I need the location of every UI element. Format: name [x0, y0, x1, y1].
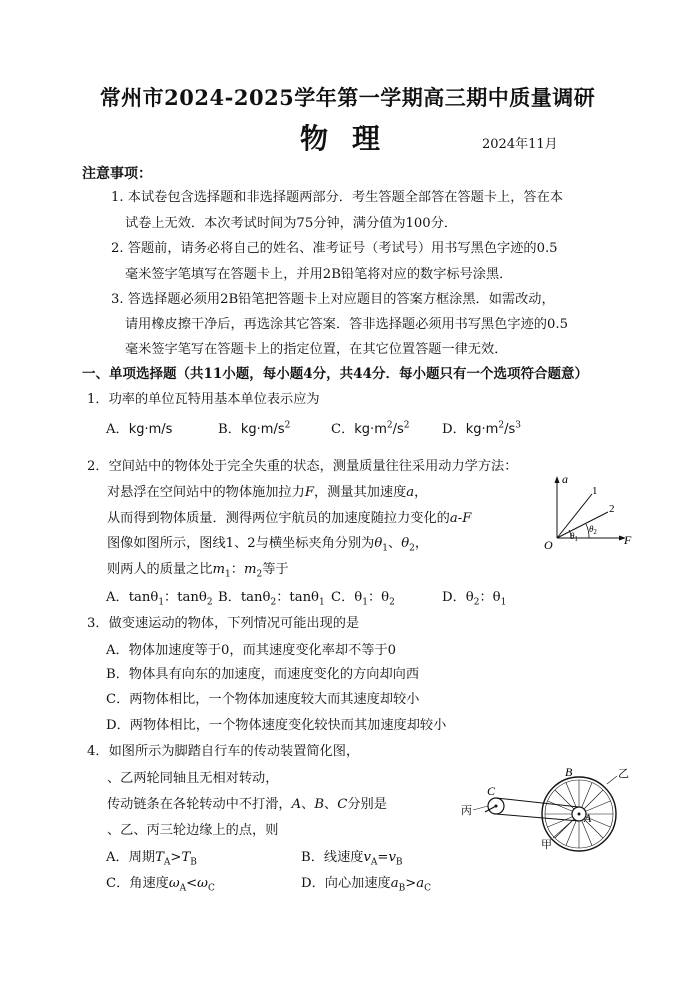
q1-option-c	[331, 418, 409, 437]
q4-c-s1: A	[179, 883, 187, 894]
q2-option-d	[442, 586, 506, 608]
q2-line-3	[107, 532, 428, 554]
q2-d-s2: 1	[500, 597, 507, 608]
q1-c-label: C．	[331, 422, 355, 437]
q4-transmission-figure	[455, 762, 630, 857]
q3-option-d: D．两物体相比，一个物体速度变化较快而其加速度却较小	[106, 718, 447, 733]
q4-a-s2: B	[190, 857, 197, 868]
q2-option-a	[106, 586, 213, 608]
q1-a-expr: kg·m/s	[128, 422, 173, 437]
q2-a-text: A．tanθ	[106, 590, 159, 605]
q4-b-s1: A	[370, 857, 378, 868]
q4-option-b	[301, 846, 403, 868]
q4-d-s1: B	[398, 883, 406, 894]
q2-graph-figure	[540, 472, 640, 552]
q2-line3-a: 图像如图所示，图线1、2与横坐标夹角分别为	[107, 536, 375, 551]
q4-chain-top	[496, 798, 579, 807]
q4-option-c	[106, 872, 215, 894]
q3-option-b: B．物体具有向东的加速度，而速度变化的方向却向西	[106, 667, 420, 682]
notice-line-6: 请用橡皮擦干净后，再选涂其它答案．答非选择题必须用书写黑色字迹的0.5	[125, 317, 568, 332]
q4-c-op: <	[186, 876, 198, 891]
notice-line-2: 试卷上无效．本次考试时间为75分钟，满分值为100分．	[125, 216, 458, 231]
q2-line-2	[107, 507, 471, 526]
q4-b-op: =	[377, 850, 389, 865]
q2-line1-a: 对悬浮在空间站中的物体施加拉力	[107, 485, 305, 500]
q4-line-2	[107, 793, 387, 812]
q4-a-text: A．周期	[106, 850, 156, 865]
q4-d-op: >	[405, 876, 417, 891]
q4-b-v2: v	[388, 850, 396, 865]
q2-a-s1: 1	[158, 597, 165, 608]
q1-option-d	[442, 418, 521, 437]
q4-point-A: A	[291, 797, 302, 812]
q4-point-C: C	[337, 797, 348, 812]
q2-line1-b: ，测量其加速度	[313, 485, 407, 500]
q2-b-s1: 2	[270, 597, 277, 608]
q2-m1-sub: 1	[225, 569, 231, 580]
q4-a-T2: T	[181, 850, 191, 865]
q4-fig-label-A: A	[584, 811, 592, 825]
q4-sep-2: 、	[324, 797, 338, 812]
q2-line1-c: ，	[414, 485, 428, 500]
q4-c-w: ω	[168, 876, 180, 891]
q4-fig-label-B: B	[565, 765, 573, 779]
q2-line-1	[107, 481, 427, 500]
q3-option-a: A．物体加速度等于0，而其速度变化率却不等于0	[106, 643, 397, 658]
q4-leader-yi	[607, 776, 617, 784]
q2-option-b	[218, 586, 325, 608]
q1-b-expr: kg·m/s	[240, 422, 285, 437]
q2-line2-a: 从而得到物体质量．测得两位宇航员的加速度随拉力变化的	[107, 511, 450, 526]
q2-line4-a: 则两人的质量之比	[107, 562, 213, 577]
q2-label-theta2: $\theta_2$	[589, 524, 597, 536]
q4-fig-label-bing: 丙	[461, 805, 472, 817]
section-heading: 一、单项选择题（共11小题，每小题4分，共44分．每小题只有一个选项符合题意）	[82, 366, 588, 382]
q4-a-s1: A	[163, 857, 171, 868]
q4-d-a2: a	[416, 876, 425, 891]
q2-label-F: F	[624, 533, 632, 547]
q4-a-op: >	[170, 850, 182, 865]
q3-option-c: C．两物体相比，一个物体加速度较大而其速度却较小	[106, 692, 420, 707]
q4-chain-bottom	[496, 814, 579, 821]
q1-d-label: D．	[442, 422, 466, 437]
q2-stem: 2．空间站中的物体处于完全失重的状态，测量质量往往采用动力学方法：	[87, 459, 518, 474]
q2-a-mid: ：tanθ	[164, 590, 207, 605]
q2-var-F: F	[304, 485, 314, 500]
q2-b-text: B．tanθ	[218, 590, 271, 605]
q4-leader-bing	[473, 806, 488, 810]
exam-title: 常州市2024-2025学年第一学期高三期中质量调研	[99, 85, 596, 110]
notice-line-1: 1. 本试卷包含选择题和非选择题两部分．考生答题全部答在答题卡上，答在本	[111, 190, 563, 205]
q4-b-s2: B	[395, 857, 403, 868]
q2-m2: m	[243, 562, 257, 577]
q4-a-T: T	[155, 850, 164, 865]
q1-d-exp2: 3	[515, 420, 521, 431]
q2-axis-y-arrow	[555, 476, 560, 483]
subject-title: 物理	[300, 122, 405, 155]
q4-d-s2: C	[424, 883, 432, 894]
q2-c-text: C．θ	[331, 590, 363, 605]
q4-line2-b: 分别是	[347, 797, 387, 812]
q4-d-text: D．向心加速度	[301, 876, 391, 891]
q1-a-label: A．	[106, 422, 129, 437]
q4-b-v: v	[363, 850, 371, 865]
q1-c-exp1: 2	[386, 420, 393, 431]
q3-stem: 3．做变速运动的物体，下列情况可能出现的是	[87, 616, 360, 631]
q1-b-label: B．	[218, 422, 241, 437]
q4-c-s2: C	[207, 883, 215, 894]
q2-line-1-graph	[557, 494, 592, 538]
q1-option-a	[106, 418, 172, 437]
q1-c-expr1: kg·m	[354, 422, 387, 437]
q2-line3-mid: 、	[388, 536, 402, 551]
q2-c-s1: 1	[362, 597, 368, 608]
q4-line-1: 、乙两轮同轴且无相对转动，	[107, 771, 279, 786]
q2-theta1-sub: 1	[382, 543, 389, 554]
q4-fig-label-jia: 甲	[541, 839, 552, 851]
q1-d-exp1: 2	[498, 420, 505, 431]
exam-date: 2024年11月	[482, 137, 558, 152]
q1-c-expr2: /s	[392, 422, 404, 437]
q2-line3-end: ，	[414, 536, 429, 551]
q4-b-text: B．线速度	[301, 850, 364, 865]
q2-theta2: θ	[401, 536, 410, 551]
q4-c-text: C．角速度	[106, 876, 169, 891]
q2-d-s1: 2	[473, 597, 480, 608]
q4-d-a: a	[390, 876, 399, 891]
q2-c-s2: 2	[389, 597, 395, 608]
q2-theta2-sub: 2	[409, 543, 415, 554]
q4-point-B: B	[314, 797, 325, 812]
q2-label-line1: 1	[592, 485, 598, 497]
q1-stem: 1．功率的单位瓦特用基本单位表示应为	[87, 392, 320, 407]
q2-label-theta1: $\theta_1$	[570, 531, 578, 543]
q4-stem: 4．如图所示为脚踏自行车的传动装置简化图，	[87, 744, 360, 759]
notice-line-5: 3. 答选择题必须用2B铅笔把答题卡上对应题目的答案方框涂黑．如需改动，	[111, 292, 555, 307]
q4-c-w2: ω	[197, 876, 208, 891]
q2-line4-end: 等于	[262, 562, 289, 577]
q4-fig-label-C: C	[487, 784, 496, 798]
q2-var-aF: a-F	[449, 511, 472, 526]
q2-a-s2: 2	[206, 597, 213, 608]
q2-theta1: θ	[374, 536, 383, 551]
q2-d-mid: ：θ	[479, 590, 501, 605]
q2-c-mid: ：θ	[367, 590, 390, 605]
q2-m2-sub: 2	[256, 569, 263, 580]
q1-option-b	[218, 418, 290, 437]
q2-line-2-graph	[557, 512, 608, 538]
q2-option-c	[331, 586, 395, 608]
q1-c-exp2: 2	[403, 420, 410, 431]
notice-line-4: 毫米签字笔填写在答题卡上，并用2B铅笔将对应的数字标号涂黑．	[125, 267, 513, 282]
q4-option-a	[106, 846, 197, 868]
q4-line-3: 、乙、丙三轮边缘上的点，则	[107, 823, 279, 838]
notice-line-3: 2. 答题前，请务必将自己的姓名、准考证号（考试号）用书写黑色字迹的0.5	[111, 241, 558, 256]
q1-b-exp: 2	[284, 420, 291, 431]
q4-line2-a: 传动链条在各轮转动中不打滑，	[107, 797, 292, 812]
notice-line-7: 毫米签字笔写在答题卡上的指定位置，在其它位置答题一律无效．	[125, 342, 508, 357]
q2-d-text: D．θ	[442, 590, 474, 605]
q2-colon: ：	[230, 562, 244, 577]
q2-label-a: a	[562, 472, 568, 486]
q2-b-s2: 1	[319, 597, 325, 608]
q2-m1: m	[212, 562, 226, 577]
q2-b-mid: ：tanθ	[276, 590, 320, 605]
q4-hub	[578, 813, 581, 816]
q2-line-4	[107, 558, 289, 580]
q1-d-expr2: /s	[504, 422, 516, 437]
q4-option-d	[301, 872, 431, 894]
q2-label-line2: 2	[609, 503, 615, 515]
q4-sep-1: 、	[301, 797, 315, 812]
notice-heading: 注意事项：	[82, 166, 152, 182]
q2-label-O: O	[544, 538, 553, 552]
q4-fig-label-yi: 乙	[618, 768, 629, 780]
q2-var-a: a	[406, 485, 415, 500]
q1-d-expr1: kg·m	[465, 422, 499, 437]
